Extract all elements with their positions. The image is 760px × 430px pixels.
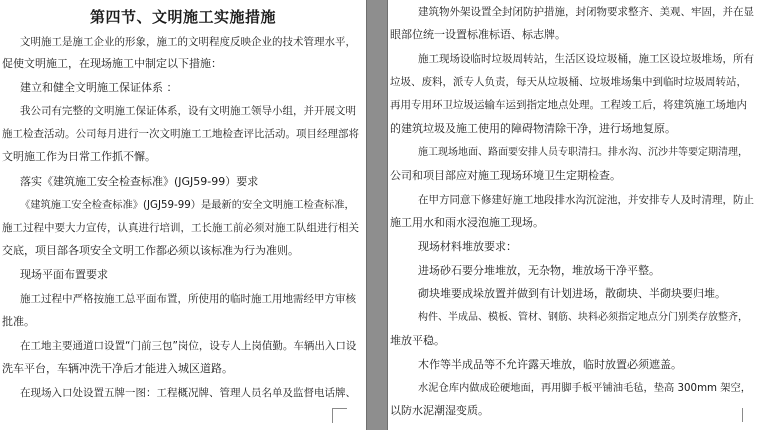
paragraph-line: 在甲方同意下修建好施工地段排水沟沉淀池，并安排专人及时清理，防止 [418,194,754,206]
paragraph-line: 眼部位统一设置标准标语、标志牌。 [390,28,566,41]
paragraph-line: 现场材料堆放要求： [418,240,517,253]
paragraph-line: 砌块堆要成垛放置并做到有计划进场，散砌块、半砌块要归堆。 [418,287,726,300]
page-gutter [366,0,388,430]
paragraph-line: 洗车平台，车辆冲洗干净后才能进入城区道路。 [2,362,233,375]
paragraph-line: 施工用水和雨水浸泡施工现场。 [390,216,544,229]
section-title: 第四节、文明施工实施措施 [89,8,276,26]
paragraph-line: 施工检查活动。公司每月进行一次文明施工工地检查评比活动。项目经理部将 [2,128,359,140]
paragraph-line: 建筑物外架设置全封闭防护措施，封闭物要求整齐、美观、牢固，并在显 [418,6,754,18]
paragraph-line: 堆放平稳。 [390,334,445,347]
paragraph-line: 建立和健全文明施工保证体系 ： [20,81,178,94]
paragraph-line: 《建筑施工安全检查标准》(JGJ59-99）是最新的安全文明施工检查标准， [20,199,355,211]
paragraph-line: 构件、半成品、模板、管材、钢筋、块料必须指定地点分门别类存放整齐， [418,312,748,323]
paragraph-line: 施工过程中严格按施工总平面布置，所使用的临时施工用地需经甲方审核 [20,293,356,305]
page-corner-mark [742,408,757,422]
paragraph-line: 垃圾、废料，派专人负责，每天从垃圾桶、垃圾堆场集中到临时垃圾周转站， [390,76,747,88]
paragraph-line: 的建筑垃圾及施工使用的障碍物清除干净，进行场地复原。 [390,122,676,135]
paragraph-line: 在现场入口处设置五牌一图：工程概况牌、管理人员名单及监督电话牌、 [20,387,356,399]
paragraph-line: 我公司有完整的文明施工保证体系，设有文明施工领导小组，并开展文明 [20,105,356,117]
paragraph-line: 水泥仓库内做成砼硬地面，再用脚手板平铺油毛毡，垫高 300mm 架空， [418,382,752,394]
paragraph-line: 在工地主要通道口设置“门前三包”岗位，设专人上岗值勤。车辆出入口设 [20,340,357,352]
paragraph-line: 施工现场地面、路面要安排人员专职清扫。排水沟、沉沙井等要定期清理， [418,147,748,158]
right-page [388,0,760,430]
paragraph-line: 施工过程中要大力宣传，认真进行培训，工长施工前必须对施工队组进行相关 [2,222,359,234]
page-corner-mark [332,408,347,423]
paragraph-line: 文明施工是施工企业的形象，施工的文明程度反映企业的技术管理水平， [20,36,356,48]
paragraph-line: 进场砂石要分堆堆放，无杂物，堆放场干净平整。 [418,264,660,277]
paragraph-line: 施工现场设临时垃圾周转站，生活区设垃圾桶，施工区设垃圾堆场，所有 [418,53,754,65]
paragraph-line: 文明施工作为日常工作抓不懈。 [2,150,156,163]
paragraph-line: 促使文明施工，在现场施工中制定以下措施： [2,57,222,70]
paragraph-line: 落实《建筑施工安全检查标准》(JGJ59-99）要求 [20,175,259,188]
paragraph-line: 批准。 [2,315,35,328]
paragraph-line: 交底，项目部各项安全文明工作都必须以该标准为行为准则。 [2,244,299,257]
paragraph-line: 再用专用环卫垃圾运输车运到指定地点处理。工程竣工后，将建筑施工场地内 [390,99,747,111]
paragraph-line: 现场平面布置要求 [20,268,108,281]
paragraph-line: 公司和项目部应对施工现场环境卫生定期检查。 [390,169,621,182]
paragraph-line: 以防水泥潮湿变质。 [390,404,489,417]
paragraph-line: 木作等半成品等不允许露天堆放，临时放置必须遮盖。 [418,358,682,371]
left-page [0,0,366,430]
